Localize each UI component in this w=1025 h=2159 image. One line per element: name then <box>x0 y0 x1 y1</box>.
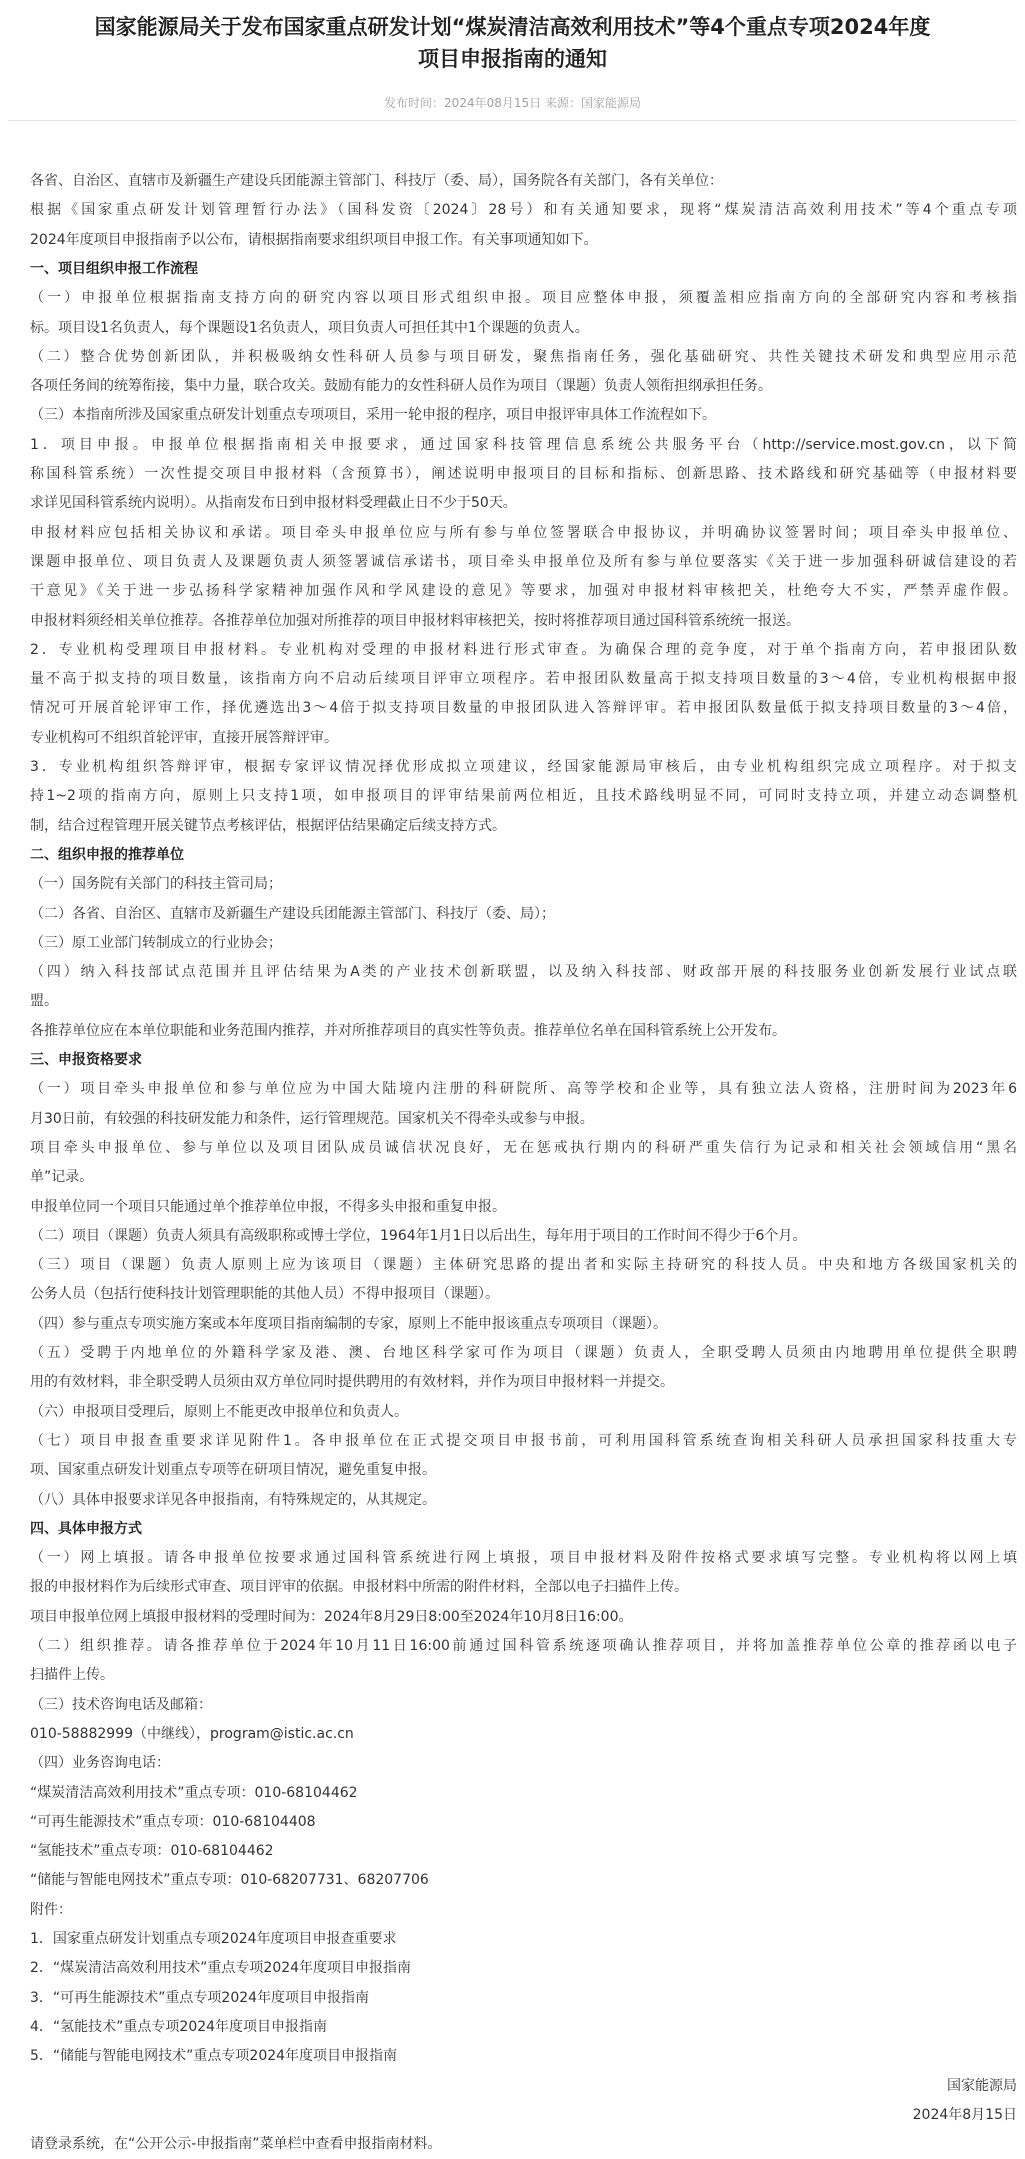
paragraph-line: 根据《国家重点研发计划管理暂行办法》（国科发资〔2024〕28号）和有关通知要求，现将“煤炭清洁高效利用技术”等4个重点专项 <box>30 202 1017 218</box>
paragraph-line: 课题申报单位、项目负责人及课题负责人须签署诚信承诺书，项目牵头申报单位及所有参与单位要落实《关于进一步加强科研诚信建设的若 <box>30 554 1017 570</box>
paragraph-line: 附件： <box>30 1902 72 1918</box>
paragraph-line: 月30日前，有较强的科技研发能力和条件，运行管理规范。国家机关不得牵头或参与申报。 <box>30 1111 594 1127</box>
paragraph-line: 5．“储能与智能电网技术”重点专项2024年度项目申报指南 <box>30 2048 398 2064</box>
paragraph-line: 标。项目设1名负责人，每个课题设1名负责人，项目负责人可担任其中1个课题的负责人。 <box>30 320 589 336</box>
paragraph-line: 情况可开展首轮评审工作，择优遴选出3～4倍于拟支持项目数量的申报团队进入答辩评审。若申报团队数量低于拟支持项目数量的3～4倍， <box>30 700 1017 716</box>
signature-line: 国家能源局 <box>947 2078 1017 2094</box>
paragraph-line: （八）具体申报要求详见各申报指南，有特殊规定的，从其规定。 <box>30 1492 436 1508</box>
paragraph-line: （一）国务院有关部门的科技主管司局； <box>30 876 282 892</box>
paragraph-line: 项、国家重点研发计划重点专项等在研项目情况，避免重复申报。 <box>30 1462 436 1478</box>
paragraph-line: 各项任务间的统筹衔接，集中力量，联合攻关。鼓励有能力的女性科研人员作为项目（课题）负责人领衔担纲承担任务。 <box>30 378 772 394</box>
publish-meta: 发布时间：2024年08月15日 来源：国家能源局 <box>384 96 641 110</box>
paragraph-line: （三）原工业部门转制成立的行业协会； <box>30 935 282 951</box>
paragraph-line: （一）网上填报。请各申报单位按要求通过国科管系统进行网上填报，项目申报材料及附件按格式要求填写完整。专业机构将以网上填 <box>30 1550 1017 1566</box>
paragraph-line: 盟。 <box>30 993 58 1009</box>
paragraph-line: （四）纳入科技部试点范围并且评估结果为A类的产业技术创新联盟，以及纳入科技部、财政部开展的科技服务业创新发展行业试点联 <box>30 964 1017 980</box>
paragraph-line: （二）各省、自治区、直辖市及新疆生产建设兵团能源主管部门、科技厅（委、局）； <box>30 906 555 922</box>
paragraph-line: 申报材料须经相关单位推荐。各推荐单位加强对所推荐的项目申报材料审核把关，按时将推荐项目通过国科管系统统一报送。 <box>30 613 800 629</box>
paragraph-line: “可再生能源技术”重点专项：010-68104408 <box>30 1814 316 1830</box>
section-heading: 三、申报资格要求 <box>30 1052 142 1068</box>
paragraph-line: 持1~2项的指南方向，原则上只支持1项，如申报项目的评审结果前两位相近，且技术路线明显不同，可同时支持立项，并建立动态调整机 <box>30 788 1017 804</box>
paragraph-line: 3．专业机构组织答辩评审，根据专家评议情况择优形成拟立项建议，经国家能源局审核后，由专业机构组织完成立项程序。对于拟支 <box>30 759 1017 775</box>
paragraph-line: （七）项目申报查重要求详见附件1。各申报单位在正式提交项目申报书前，可利用国科管系统查询相关科研人员承担国家科技重大专 <box>30 1433 1017 1449</box>
paragraph-line: “煤炭清洁高效利用技术”重点专项：010-68104462 <box>30 1785 358 1801</box>
paragraph-line: 2．专业机构受理项目申报材料。专业机构对受理的申报材料进行形式审查。为确保合理的竞争度，对于单个指南方向，若申报团队数 <box>30 642 1017 658</box>
paragraph-line: （五）受聘于内地单位的外籍科学家及港、澳、台地区科学家可作为项目（课题）负责人，全职受聘人员须由内地聘用单位提供全职聘 <box>30 1345 1017 1361</box>
paragraph-line: 4．“氢能技术”重点专项2024年度项目申报指南 <box>30 2019 328 2035</box>
paragraph-line: 请登录系统，在“公开公示-申报指南”菜单栏中查看申报指南材料。 <box>30 2136 442 2152</box>
paragraph-line: “氢能技术”重点专项：010-68104462 <box>30 1843 274 1859</box>
document-title-line-2: 项目申报指南的通知 <box>418 47 607 71</box>
section-heading: 二、组织申报的推荐单位 <box>30 847 184 863</box>
paragraph-line: 2024年度项目申报指南予以公布，请根据指南要求组织项目申报工作。有关事项通知如下。 <box>30 232 598 248</box>
paragraph-line: 专业机构可不组织首轮评审，直接开展答辩评审。 <box>30 730 338 746</box>
paragraph-line: 制，结合过程管理开展关键节点考核评估，根据评估结果确定后续支持方式。 <box>30 818 506 834</box>
paragraph-line: （四）业务咨询电话： <box>30 1755 170 1771</box>
section-heading: 一、项目组织申报工作流程 <box>30 261 198 277</box>
paragraph-line: （三）本指南所涉及国家重点研发计划重点专项项目，采用一轮申报的程序，项目申报评审具体工作流程如下。 <box>30 407 716 423</box>
paragraph-line: （二）项目（课题）负责人须具有高级职称或博士学位，1964年1月1日以后出生，每年用于项目的工作时间不得少于6个月。 <box>30 1228 807 1244</box>
paragraph-line: 3．“可再生能源技术”重点专项2024年度项目申报指南 <box>30 1990 370 2006</box>
paragraph-line: （四）参与重点专项实施方案或本年度项目指南编制的专家，原则上不能申报该重点专项项目（课题）。 <box>30 1316 667 1332</box>
paragraph-line: 求详见国科管系统内说明）。从指南发布日到申报材料受理截止日不少于50天。 <box>30 495 517 511</box>
paragraph-line: （一）项目牵头申报单位和参与单位应为中国大陆境内注册的科研院所、高等学校和企业等，具有独立法人资格，注册时间为2023年6 <box>30 1081 1017 1097</box>
paragraph-line: 010-58882999（中继线），program@istic.ac.cn <box>30 1726 354 1742</box>
document-title-line-1: 国家能源局关于发布国家重点研发计划“煤炭清洁高效利用技术”等4个重点专项2024年度 <box>94 15 931 39</box>
paragraph-line: 项目牵头申报单位、参与单位以及项目团队成员诚信状况良好，无在惩戒执行期内的科研严重失信行为记录和相关社会领域信用“黑名 <box>30 1140 1017 1156</box>
paragraph-line: 扫描件上传。 <box>30 1667 114 1683</box>
paragraph-line: “储能与智能电网技术”重点专项：010-68207731、68207706 <box>30 1872 429 1888</box>
paragraph-line: （二）整合优势创新团队，并积极吸纳女性科研人员参与项目研发，聚焦指南任务，强化基础研究、共性关键技术研发和典型应用示范 <box>30 349 1017 365</box>
signature-line: 2024年8月15日 <box>912 2107 1017 2123</box>
paragraph-line: 称国科管系统）一次性提交项目申报材料（含预算书），阐述说明申报项目的目标和指标、创新思路、技术路线和研究基础等（申报材料要 <box>30 466 1017 482</box>
paragraph-line: （六）申报项目受理后，原则上不能更改申报单位和负责人。 <box>30 1404 408 1420</box>
divider <box>8 120 1017 121</box>
paragraph-line: 单”记录。 <box>30 1169 94 1185</box>
paragraph-line: 量不高于拟支持的项目数量，该指南方向不启动后续项目评审立项程序。若申报团队数量高于拟支持项目数量的3～4倍，专业机构根据申报 <box>30 671 1017 687</box>
paragraph-line: 报的申报材料作为后续形式审查、项目评审的依据。申报材料中所需的附件材料，全部以电子扫描件上传。 <box>30 1579 688 1595</box>
paragraph-line: （二）组织推荐。请各推荐单位于2024年10月11日16:00前通过国科管系统逐项确认推荐项目，并将加盖推荐单位公章的推荐函以电子 <box>30 1638 1017 1654</box>
paragraph-line: （三）项目（课题）负责人原则上应为该项目（课题）主体研究思路的提出者和实际主持研究的科技人员。中央和地方各级国家机关的 <box>30 1257 1017 1273</box>
paragraph-line: 项目申报单位网上填报申报材料的受理时间为：2024年8月29日8:00至2024年10月8日16:00。 <box>30 1609 633 1625</box>
paragraph-line: 2．“煤炭清洁高效利用技术”重点专项2024年度项目申报指南 <box>30 1960 412 1976</box>
paragraph-line: 各推荐单位应在本单位职能和业务范围内推荐，并对所推荐项目的真实性等负责。推荐单位名单在国科管系统上公开发布。 <box>30 1023 786 1039</box>
paragraph-line: 干意见》《关于进一步弘扬科学家精神加强作风和学风建设的意见》等要求，加强对申报材料审核把关，杜绝夸大不实，严禁弄虚作假。 <box>30 583 1017 599</box>
paragraph-line: 1．项目申报。申报单位根据指南相关申报要求，通过国家科技管理信息系统公共服务平台（http://service.most.gov.cn，以下简 <box>30 437 1017 453</box>
paragraph-line: 申报材料应包括相关协议和承诺。项目牵头申报单位应与所有参与单位签署联合申报协议，并明确协议签署时间；项目牵头申报单位、 <box>30 525 1017 541</box>
paragraph-line: 申报单位同一个项目只能通过单个推荐单位申报，不得多头申报和重复申报。 <box>30 1199 506 1215</box>
paragraph-line: （三）技术咨询电话及邮箱： <box>30 1697 212 1713</box>
section-heading: 四、具体申报方式 <box>30 1521 142 1537</box>
paragraph-line: （一）申报单位根据指南支持方向的研究内容以项目形式组织申报。项目应整体申报，须覆盖相应指南方向的全部研究内容和考核指 <box>30 290 1017 306</box>
paragraph-line: 各省、自治区、直辖市及新疆生产建设兵团能源主管部门、科技厅（委、局），国务院各有关部门，各有关单位： <box>30 173 723 189</box>
paragraph-line: 1．国家重点研发计划重点专项2024年度项目申报查重要求 <box>30 1931 397 1947</box>
paragraph-line: 公务人员（包括行使科技计划管理职能的其他人员）不得申报项目（课题）。 <box>30 1286 499 1302</box>
paragraph-line: 用的有效材料，非全职受聘人员须由双方单位同时提供聘用的有效材料，并作为项目申报材料一并提交。 <box>30 1374 674 1390</box>
